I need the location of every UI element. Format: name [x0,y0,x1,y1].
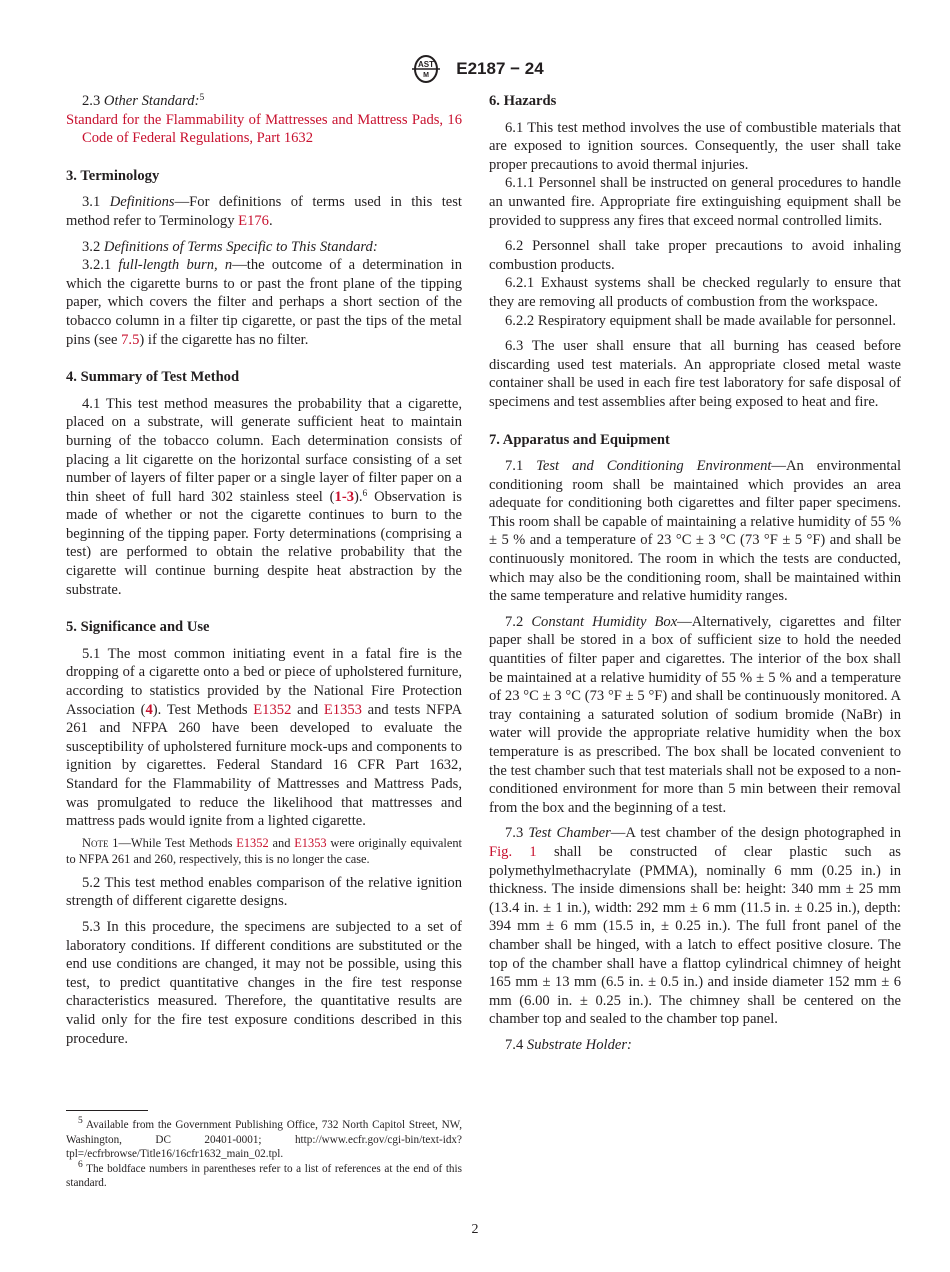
para-7-1: 7.1 Test and Conditioning Environment—An environmental conditioning room shall be maintained which provides an area adequate for conditioning both cigarettes and filter paper specimens. This room shall be capable of maintaining a relative humidity of 55 % ± 5 % and a temperature of 23 °C ± 3 °C (73 °F ± 5 °F) and shall be continuously monitored. The room in which the tests are conducted, which may also be the conditioning room, shall be maintained within the same temperature and relative humidity ranges. [489,458,901,605]
link-e1352[interactable]: E1352 [253,701,292,718]
para-6-2-1: 6.2.1 Exhaust systems shall be checked regularly to ensure that they are removing all products of combustion from the workspace. [489,275,901,310]
footnote-6: $^6$ The boldface numbers in parentheses refer to a list of references at the end of this standard. [66,1159,462,1190]
note-1: Note 1—While Test Methods E1352 and E1353 were originally equivalent to NFPA 261 and 260, respectively, this is no longer the case. [66,835,462,866]
para-3-1: 3.1 Definitions—For definitions of terms used in this test method refer to Terminology E176. [66,194,462,229]
standard-designation: E2187 − 24 [456,59,544,78]
heading-hazards: 6. Hazards [489,93,557,109]
svg-text:M: M [423,72,430,79]
astm-logo-icon [406,54,446,84]
para-6-1: 6.1 This test method involves the use of combustible materials that are exposed to ignition sources. Consequently, the user shall take proper precautions to avoid thermal injuries. [489,119,901,173]
note-link-e1352[interactable]: E1352 [236,835,269,850]
para-5-2: 5.2 This test method enables comparison of the relative ignition strength of different cigarette designs. [66,874,462,910]
para-3-2: 3.2 Definitions of Terms Specific to This Standard: [82,238,378,255]
para-6-2-2: 6.2.2 Respiratory equipment shall be made available for personnel. [505,312,897,329]
note-link-e1353[interactable]: E1353 [294,835,327,850]
para-7-2: 7.2 Constant Humidity Box—Alternatively, cigarettes and filter paper shall be stored in a box of sufficient size to hold the needed quantities of filter paper and cigarettes. The interior of the box shall be maintained at a relative humidity of 55 % ± 5 % and a temperature of 23 °C ± 3 °C (73 °F ± 5 °F) and shall be continuously monitored. A tray containing a saturated solution of sodium bromide (NaBr) in water will provide the appropriate relative humidity when the box temperature is as prescribed. The box shall be located convenient to the test chamber such that test materials shall not be exposed to a non-conditioned environment for more than 5 min between their removal from the box and the beginning of a test. [489,613,901,816]
para-7-3: 7.3 Test Chamber—A test chamber of the design photographed in Fig. 1 shall be constructed of clear plastic such as polymethylmethacrylate (PMMA), nominally 6 mm (0.25 in.) in thickness. The inside dimensions shall be: height: 340 mm ± 25 mm (13.4 in. ± 1 in.), width: 292 mm ± 6 mm (11.5 in. ± 0.25 in.), depth: 394 mm ± 6 mm (15.5 in, ± 0.25 in.). The full front panel of the chamber shall be hinged, with a latch to effect positive closure. The top of the chamber shall have a flattop cylindrical chimney of height 165 mm ± 13 mm (6.5 in. ± 0.5 in.) and inside diameter 152 mm ± 6 mm (6.00 in. ± 0.25 in.). The chimney shall be centered on the chamber top and sealed to the chamber top panel. [489,825,901,1028]
link-e176[interactable]: E176 [238,212,269,229]
link-fig-1[interactable]: Fig. 1 [489,843,537,860]
left-column [66,92,462,1048]
ref-4[interactable]: 4 [145,701,153,718]
ref-1-3[interactable]: 1-3 [334,488,355,505]
para-4-1: 4.1 This test method measures the probability that a cigarette, placed on a substrate, will generate sufficient heat to maintain burning of the tobacco column. Each determination consists of placing a lit cigarette on the horizontal surface consisting of a set number of layers of filter paper or a single layer of filter paper on a thin sheet of full hard 302 stainless steel (1-3).$^6$ Observation is made of whether or not the cigarette continues to burn to the beginning of the tipping paper. Forty determinations (comprising a test) are performed to obtain the relative probability that the cigarette will continue burning despite heat abstraction by the substrate. [66,395,462,598]
svg-text:AST: AST [418,60,435,69]
heading-summary: 4. Summary of Test Method [66,369,240,386]
heading-significance: 5. Significance and Use [66,619,210,636]
link-7-5[interactable]: 7.5 [121,331,140,348]
reference-cfr-1632[interactable]: Standard for the Flammability of Mattresses and Mattress Pads, 16 Code of Federal Regulations, Part 1632 [66,111,462,147]
para-3-2-1: 3.2.1 full-length burn, n—the outcome of a determination in which the cigarette burns to or past the front plane of the tipping paper, which covers the filter and perhaps a short section of the tobacco column in a filter tip cigarette, or past the tips of the metal pins (see 7.5) if the cigarette has no filter. [66,257,463,348]
para-5-1: 5.1 The most common initiating event in a fatal fire is the dropping of a cigarette onto a bed or piece of upholstered furniture, according to statistics provided by the National Fire Protection Association (4). Test Methods E1352 and E1353 and tests NFPA 261 and NFPA 260 have been developed to evaluate the susceptibility of upholstered furniture mock-ups and components to ignition by cigarettes. Federal Standard 16 CFR Part 1632, Standard for the Flammability of Mattresses and Mattress Pads, was promulgated to reduce the likelihood that mattresses and mattress pads would ignite from a lighted cigarette. [66,645,462,830]
para-5-3: 5.3 In this procedure, the specimens are subjected to a set of laboratory conditions. If different conditions are substituted or the end use conditions are changed, it may not be possible, using this test, to predict quantitative changes in the fire test response characteristics measured. Therefore, the quantitative results are valid only for the fire test exposure conditions described in this procedure. [66,918,462,1047]
heading-terminology: 3. Terminology [66,167,160,184]
para-6-3: 6.3 The user shall ensure that all burning has ceased before discarding used test materials. An appropriate closed metal waste container shall be used in each fire test laboratory for safe disposal of specimens and test assemblies after being exposed to heat and fire. [489,338,901,410]
right-column [489,92,901,1055]
footnote-rule [66,1110,148,1111]
page-header [0,54,950,84]
page-number: 2 [471,1222,479,1237]
heading-apparatus: 7. Apparatus and Equipment [489,431,670,448]
section-2-3: 2.3 Other Standard:$^5$ [82,93,205,109]
para-6-1-1: 6.1.1 Personnel shall be instructed on general procedures to handle an unwanted fire. Appropriate fire extinguishing equipment shall be provided to suppress any fires that exceed normal controlled limits. [489,175,901,229]
para-7-4: 7.4 Substrate Holder: [505,1036,632,1053]
para-6-2: 6.2 Personnel shall take proper precautions to avoid inhaling combustion products. [489,238,901,273]
footnotes [66,1118,462,1191]
link-e1353[interactable]: E1353 [323,701,362,718]
footnote-5: $^5$ Available from the Government Publishing Office, 732 North Capitol Street, NW, Washington, DC 20401-0001; http://www.ecfr.gov/cgi-bin/text-idx?tpl=/ecfrbrowse/Title16/16cfr1632_main_02.tpl. [66,1116,462,1161]
